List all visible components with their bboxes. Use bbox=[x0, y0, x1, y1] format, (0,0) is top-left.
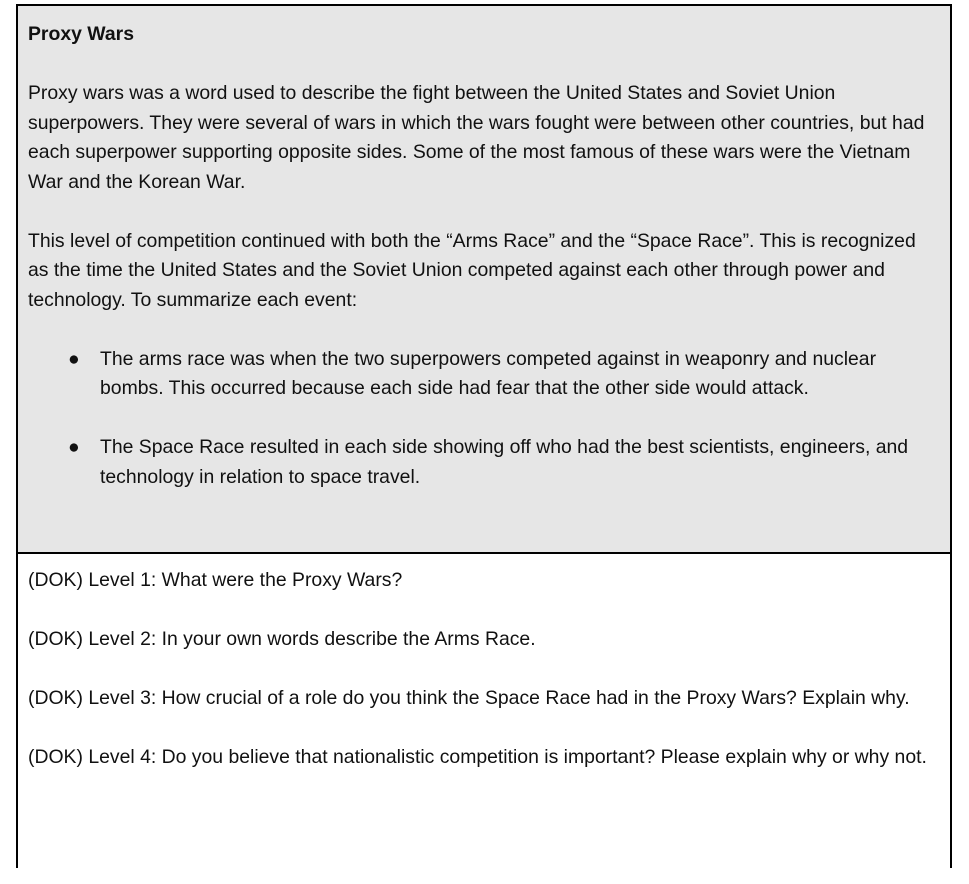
question-level-4: (DOK) Level 4: Do you believe that nationalistic competition is important? Please explain why or why not. bbox=[28, 746, 927, 768]
bullet-item-arms-race bbox=[28, 345, 938, 404]
passage-paragraph-2: This level of competition continued with both the “Arms Race” and the “Space Race”. This is recognized as the time the United States and the Soviet Union competed against each other through power and technology. To summarize each event: bbox=[28, 229, 916, 311]
questions-cell bbox=[18, 554, 950, 868]
document-table bbox=[16, 4, 952, 868]
question-level-3: (DOK) Level 3: How crucial of a role do you think the Space Race had in the Proxy Wars? Explain why. bbox=[28, 687, 910, 709]
reading-passage-cell bbox=[18, 6, 950, 554]
question-level-1: (DOK) Level 1: What were the Proxy Wars? bbox=[28, 569, 403, 591]
bullet-icon: ● bbox=[68, 347, 80, 370]
summary-bullet-list bbox=[28, 345, 938, 493]
bullet-text: The Space Race resulted in each side showing off who had the best scientists, engineers, and technology in relation to space travel. bbox=[100, 436, 909, 488]
question-level-2: (DOK) Level 2: In your own words describe the Arms Race. bbox=[28, 628, 536, 650]
passage-paragraph-1: Proxy wars was a word used to describe the fight between the United States and Soviet Union superpowers. They were several of wars in which the wars fought were between other countries, but had each superpower supporting opposite sides. Some of the most famous of these wars were the Vietnam War and the Korean War. bbox=[28, 82, 925, 193]
bullet-icon: ● bbox=[68, 436, 80, 458]
passage-title: Proxy Wars bbox=[28, 23, 134, 45]
bullet-text: The arms race was when the two superpowers competed against in weaponry and nuclear bombs. This occurred because each side had fear that the other side would attack. bbox=[100, 347, 877, 399]
bullet-item-space-race bbox=[28, 433, 938, 492]
